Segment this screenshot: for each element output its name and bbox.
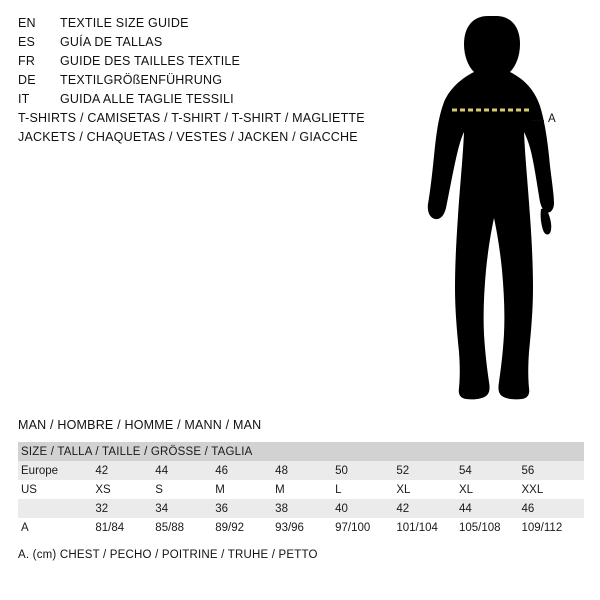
row-value: 101/104 xyxy=(396,518,459,537)
row-value: 81/84 xyxy=(95,518,155,537)
row-value: 56 xyxy=(522,461,585,480)
language-code: IT xyxy=(18,92,30,106)
language-row xyxy=(18,16,378,35)
silhouette-icon xyxy=(400,10,590,405)
row-value: XL xyxy=(459,480,522,499)
row-value: M xyxy=(275,480,335,499)
language-title: TEXTILGRÖßENFÜHRUNG xyxy=(60,73,223,87)
garment-category-list xyxy=(18,111,448,149)
row-value: 42 xyxy=(396,499,459,518)
language-code: DE xyxy=(18,73,36,87)
row-value: 48 xyxy=(275,461,335,480)
row-value: XS xyxy=(95,480,155,499)
table-footnote: A. (cm) CHEST / PECHO / POITRINE / TRUHE / PETTO xyxy=(18,549,318,561)
table-row xyxy=(18,499,584,518)
language-title: TEXTILE SIZE GUIDE xyxy=(60,16,189,30)
language-code: EN xyxy=(18,16,36,30)
row-label: A xyxy=(18,518,95,537)
table-header-row xyxy=(18,442,584,461)
language-title: GUIDA ALLE TAGLIE TESSILI xyxy=(60,92,234,106)
table-section-title: MAN / HOMBRE / HOMME / MANN / MAN xyxy=(18,418,262,432)
row-value: 44 xyxy=(155,461,215,480)
row-value: 54 xyxy=(459,461,522,480)
table-row xyxy=(18,480,584,499)
row-label: Europe xyxy=(18,461,95,480)
row-value: M xyxy=(215,480,275,499)
row-value: 89/92 xyxy=(215,518,275,537)
language-row xyxy=(18,54,378,73)
row-value: 105/108 xyxy=(459,518,522,537)
male-silhouette-figure xyxy=(400,10,590,405)
language-code: FR xyxy=(18,54,36,68)
table-row xyxy=(18,461,584,480)
language-code: ES xyxy=(18,35,36,49)
garment-category-tshirts: T-SHIRTS / CAMISETAS / T-SHIRT / T-SHIRT / MAGLIETTE xyxy=(18,111,365,125)
chest-marker-label: A xyxy=(548,113,557,125)
language-title: GUIDE DES TAILLES TEXTILE xyxy=(60,54,241,68)
row-value: 52 xyxy=(396,461,459,480)
row-value: XXL xyxy=(522,480,585,499)
row-value: 34 xyxy=(155,499,215,518)
row-value: 85/88 xyxy=(155,518,215,537)
language-row xyxy=(18,92,378,111)
table-header-label: SIZE / TALLA / TAILLE / GRÖSSE / TAGLIA xyxy=(18,442,584,461)
row-value: 32 xyxy=(95,499,155,518)
table-row xyxy=(18,518,584,537)
language-row xyxy=(18,35,378,54)
row-value: 46 xyxy=(522,499,585,518)
row-label xyxy=(18,499,95,518)
row-value: 50 xyxy=(335,461,396,480)
row-value: 38 xyxy=(275,499,335,518)
row-value: 42 xyxy=(95,461,155,480)
size-table xyxy=(18,442,584,537)
language-title-list xyxy=(18,16,378,111)
row-value: 109/112 xyxy=(522,518,585,537)
row-value: 97/100 xyxy=(335,518,396,537)
language-title: GUÍA DE TALLAS xyxy=(60,35,163,49)
row-value: 44 xyxy=(459,499,522,518)
row-value: S xyxy=(155,480,215,499)
row-value: 36 xyxy=(215,499,275,518)
garment-category-jackets: JACKETS / CHAQUETAS / VESTES / JACKEN / GIACCHE xyxy=(18,130,358,144)
row-value: XL xyxy=(396,480,459,499)
row-label: US xyxy=(18,480,95,499)
language-row xyxy=(18,73,378,92)
row-value: 40 xyxy=(335,499,396,518)
row-value: L xyxy=(335,480,396,499)
row-value: 93/96 xyxy=(275,518,335,537)
row-value: 46 xyxy=(215,461,275,480)
chest-leader-line xyxy=(532,120,544,121)
